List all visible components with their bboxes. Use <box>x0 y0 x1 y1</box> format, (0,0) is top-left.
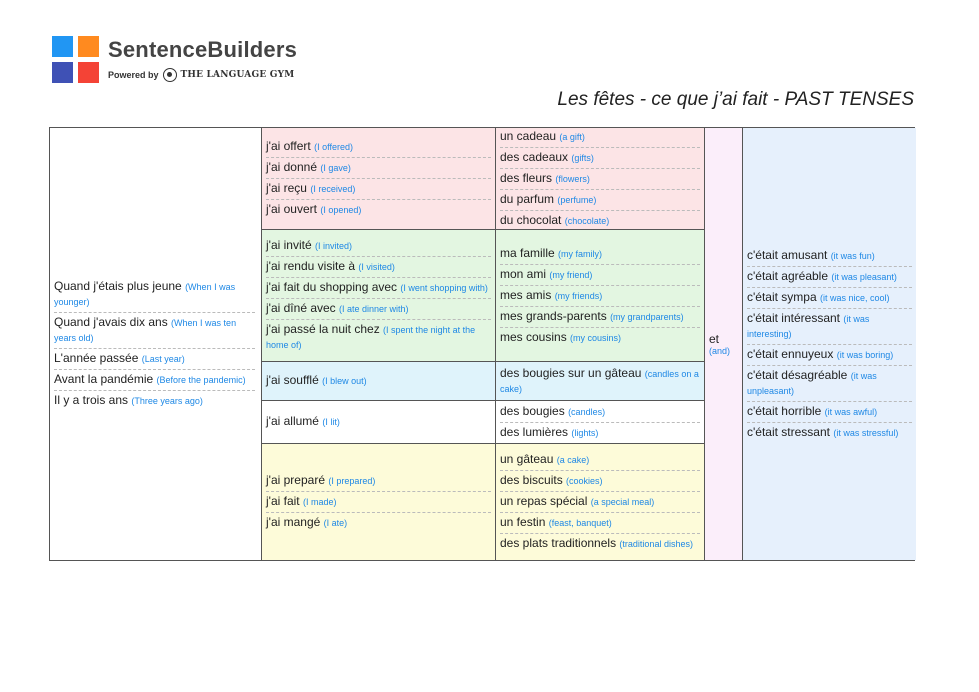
object-item: un gâteau (a cake) <box>500 450 700 471</box>
object-item: des bougies sur un gâteau (candles on a cake) <box>500 365 699 394</box>
verb-item: j'ai allumé (I lit) <box>266 414 340 428</box>
object-group-people <box>496 230 704 362</box>
object-group-gifts <box>496 128 704 230</box>
verb-group-blow <box>262 362 495 401</box>
verb-item: j'ai donné (I gave) <box>266 158 491 179</box>
object-item: des cadeaux (gifts) <box>500 148 700 169</box>
verb-item: j'ai rendu visite à (I visited) <box>266 257 491 278</box>
opinion-item: c'était ennuyeux (it was boring) <box>747 345 912 366</box>
opinion-item: c'était sympa (it was nice, cool) <box>747 288 912 309</box>
opinion-item: c'était stressant (it was stressful) <box>747 424 899 439</box>
object-item: ma famille (my family) <box>500 244 700 265</box>
verb-item: j'ai preparé (I prepared) <box>266 471 491 492</box>
brand-name: SentenceBuilders <box>108 37 298 62</box>
opinion-item: c'était intéressant (it was interesting) <box>747 309 912 345</box>
object-item: du chocolat (chocolate) <box>500 212 610 227</box>
partner-name: THE LANGUAGE GYM <box>180 70 295 80</box>
opinion-item: c'était amusant (it was fun) <box>747 246 912 267</box>
object-item: des lumières (lights) <box>500 424 599 439</box>
verb-item: j'ai offert (I offered) <box>266 137 491 158</box>
connector-translation: (and) <box>709 346 731 356</box>
object-item: mes amis (my friends) <box>500 286 700 307</box>
time-phrase: Il y a trois ans (Three years ago) <box>54 393 203 407</box>
verb-item: j'ai ouvert (I opened) <box>266 202 362 216</box>
object-item: un repas spécial (a special meal) <box>500 492 700 513</box>
verb-item: j'ai reçu (I received) <box>266 179 491 200</box>
connector-column <box>705 128 743 560</box>
object-item: mon ami (my friend) <box>500 265 700 286</box>
object-group-light <box>496 401 704 444</box>
opinion-item: c'était horrible (it was awful) <box>747 402 912 423</box>
time-phrases-column <box>50 128 262 560</box>
verb-group-people <box>262 230 495 362</box>
object-item: des fleurs (flowers) <box>500 169 700 190</box>
object-item: un cadeau (a gift) <box>500 127 700 148</box>
object-item: mes grands-parents (my grandparents) <box>500 307 700 328</box>
verb-item: j'ai dîné avec (I ate dinner with) <box>266 299 491 320</box>
powered-by-label: Powered by <box>108 70 159 80</box>
object-item: mes cousins (my cousins) <box>500 329 622 344</box>
verb-item: j'ai fait (I made) <box>266 492 491 513</box>
time-phrase: Quand j'avais dix ans (When I was ten years old) <box>54 313 255 349</box>
verb-group-gifts <box>262 128 495 230</box>
time-phrase: Avant la pandémie (Before the pandemic) <box>54 370 255 391</box>
logo-squares-icon <box>52 36 100 84</box>
sentence-builder-grid <box>49 127 915 561</box>
page-title: Les fêtes - ce que j’ai fait - PAST TENSES <box>557 89 914 110</box>
object-item: un festin (feast, banquet) <box>500 513 700 534</box>
opinion-item: c'était désagréable (it was unpleasant) <box>747 366 912 402</box>
verbs-column <box>262 128 496 560</box>
time-phrase: L'année passée (Last year) <box>54 349 255 370</box>
verb-item: j'ai fait du shopping avec (I went shopping with) <box>266 278 491 299</box>
connector-word: et <box>709 332 720 346</box>
verb-group-food <box>262 444 495 560</box>
time-phrase: Quand j'étais plus jeune (When I was younger) <box>54 277 255 313</box>
opinion-item: c'était agréable (it was pleasant) <box>747 267 912 288</box>
verb-item: j'ai passé la nuit chez (I spent the night at the home of) <box>266 322 476 350</box>
verb-item: j'ai mangé (I ate) <box>266 515 348 529</box>
language-gym-icon <box>163 68 177 82</box>
verb-item: j'ai soufflé (I blew out) <box>266 373 367 387</box>
object-item: des biscuits (cookies) <box>500 471 700 492</box>
powered-by <box>108 68 294 82</box>
verb-item: j'ai invité (I invited) <box>266 236 491 257</box>
object-item: des plats traditionnels (traditional dishes) <box>500 536 693 550</box>
opinions-column <box>743 128 916 560</box>
object-item: des bougies (candles) <box>500 402 700 423</box>
object-item: du parfum (perfume) <box>500 190 700 211</box>
objects-column <box>496 128 705 560</box>
verb-group-light <box>262 401 495 444</box>
object-group-blow <box>496 362 704 401</box>
object-group-food <box>496 444 704 560</box>
